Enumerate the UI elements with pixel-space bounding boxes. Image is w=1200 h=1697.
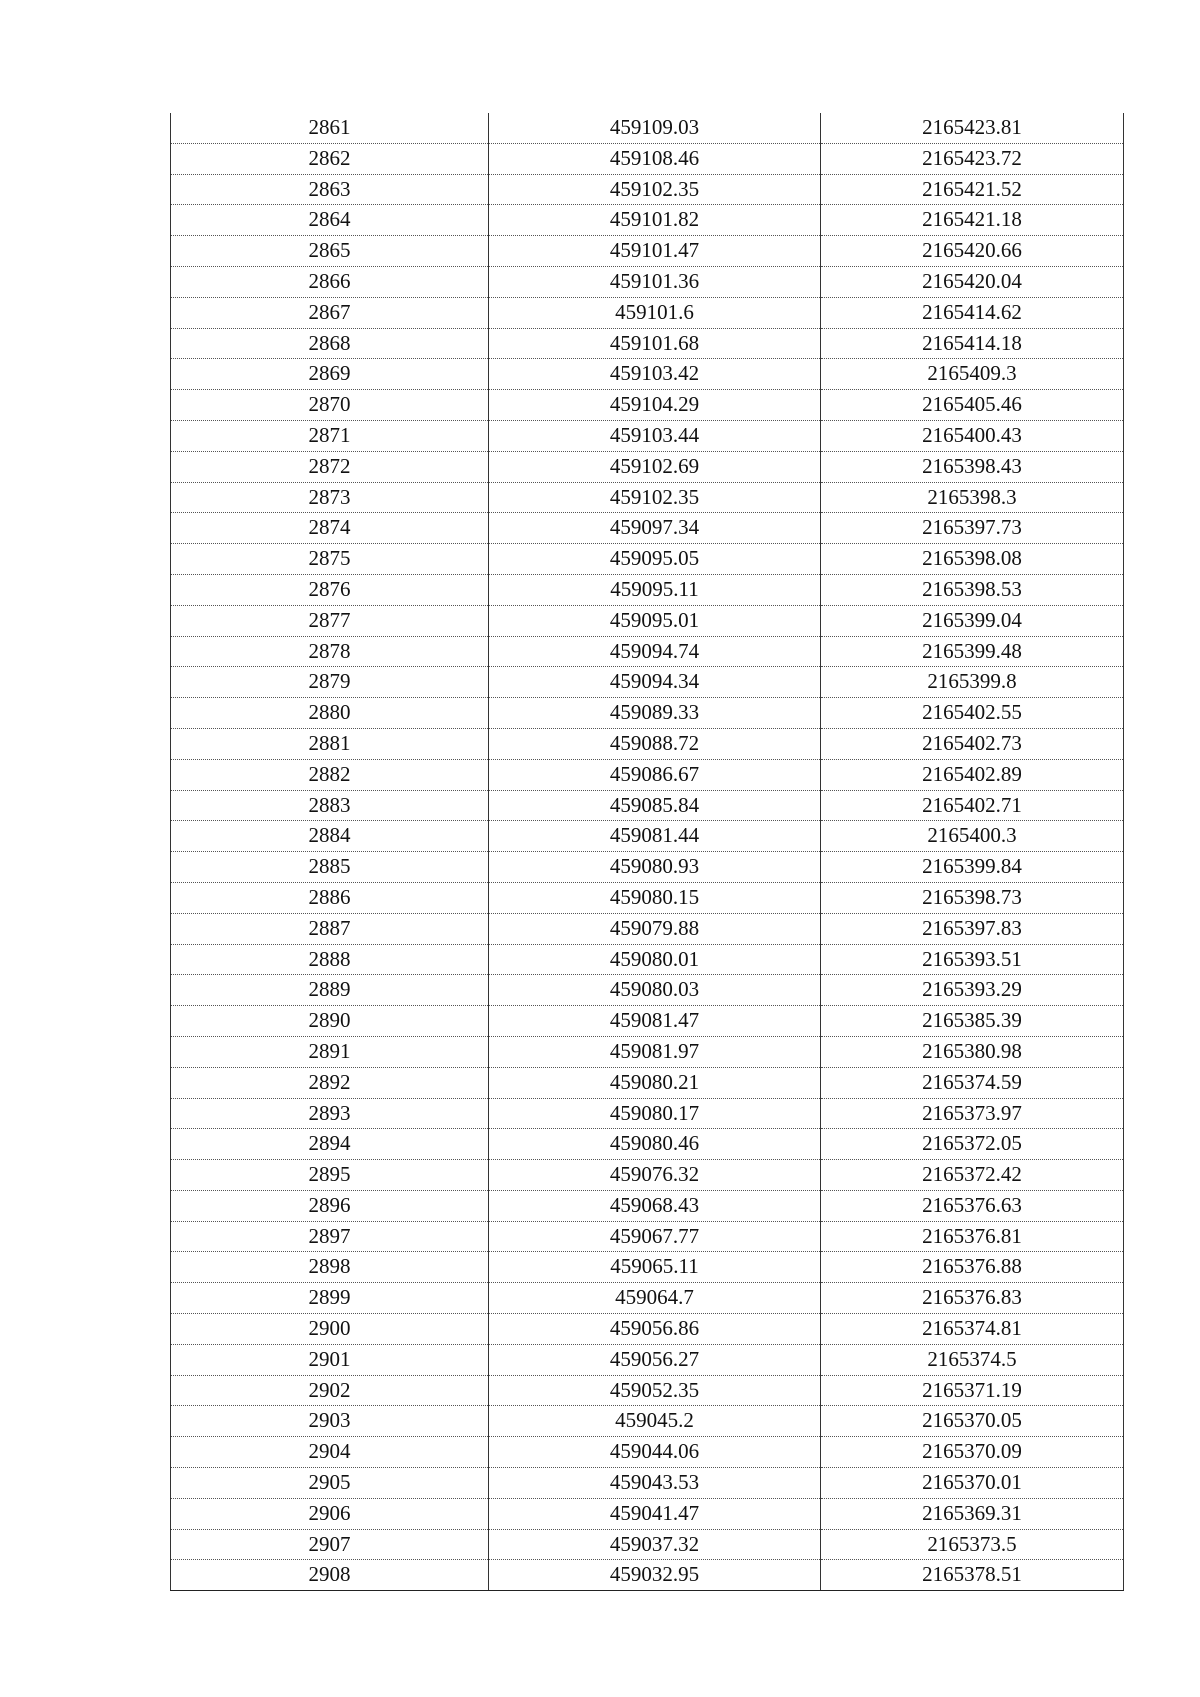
x-coordinate-cell: 459045.2	[489, 1406, 821, 1437]
point-number-cell: 2893	[171, 1098, 489, 1129]
x-coordinate-cell: 459103.44	[489, 420, 821, 451]
x-coordinate-cell: 459101.36	[489, 266, 821, 297]
y-coordinate-cell: 2165402.55	[821, 698, 1124, 729]
point-number-cell: 2863	[171, 174, 489, 205]
table-row	[171, 1437, 1124, 1468]
table-row	[171, 1036, 1124, 1067]
y-coordinate-cell: 2165373.97	[821, 1098, 1124, 1129]
point-number-cell: 2902	[171, 1375, 489, 1406]
x-coordinate-cell: 459056.27	[489, 1344, 821, 1375]
x-coordinate-cell: 459102.35	[489, 174, 821, 205]
y-coordinate-cell: 2165374.59	[821, 1067, 1124, 1098]
table-row	[171, 698, 1124, 729]
x-coordinate-cell: 459108.46	[489, 143, 821, 174]
table-row	[171, 882, 1124, 913]
point-number-cell: 2874	[171, 513, 489, 544]
x-coordinate-cell: 459043.53	[489, 1468, 821, 1499]
table-row	[171, 1252, 1124, 1283]
y-coordinate-cell: 2165393.51	[821, 944, 1124, 975]
point-number-cell: 2883	[171, 790, 489, 821]
point-number-cell: 2895	[171, 1160, 489, 1191]
x-coordinate-cell: 459101.82	[489, 205, 821, 236]
table-row	[171, 205, 1124, 236]
point-number-cell: 2861	[171, 113, 489, 143]
point-number-cell: 2891	[171, 1036, 489, 1067]
table-row	[171, 174, 1124, 205]
y-coordinate-cell: 2165376.81	[821, 1221, 1124, 1252]
point-number-cell: 2892	[171, 1067, 489, 1098]
y-coordinate-cell: 2165385.39	[821, 1006, 1124, 1037]
point-number-cell: 2866	[171, 266, 489, 297]
point-number-cell: 2875	[171, 544, 489, 575]
table-row	[171, 1529, 1124, 1560]
coordinate-table-body	[171, 113, 1124, 1591]
table-row	[171, 482, 1124, 513]
table-row	[171, 605, 1124, 636]
y-coordinate-cell: 2165423.72	[821, 143, 1124, 174]
x-coordinate-cell: 459080.93	[489, 852, 821, 883]
y-coordinate-cell: 2165374.5	[821, 1344, 1124, 1375]
table-row	[171, 266, 1124, 297]
x-coordinate-cell: 459076.32	[489, 1160, 821, 1191]
point-number-cell: 2908	[171, 1560, 489, 1591]
table-row	[171, 297, 1124, 328]
y-coordinate-cell: 2165414.18	[821, 328, 1124, 359]
point-number-cell: 2865	[171, 236, 489, 267]
x-coordinate-cell: 459079.88	[489, 913, 821, 944]
y-coordinate-cell: 2165374.81	[821, 1314, 1124, 1345]
table-row	[171, 544, 1124, 575]
x-coordinate-cell: 459088.72	[489, 728, 821, 759]
y-coordinate-cell: 2165372.05	[821, 1129, 1124, 1160]
point-number-cell: 2897	[171, 1221, 489, 1252]
y-coordinate-cell: 2165399.8	[821, 667, 1124, 698]
point-number-cell: 2887	[171, 913, 489, 944]
point-number-cell: 2896	[171, 1190, 489, 1221]
point-number-cell: 2900	[171, 1314, 489, 1345]
table-row	[171, 975, 1124, 1006]
table-row	[171, 1190, 1124, 1221]
table-row	[171, 451, 1124, 482]
y-coordinate-cell: 2165398.3	[821, 482, 1124, 513]
table-row	[171, 1129, 1124, 1160]
y-coordinate-cell: 2165405.46	[821, 390, 1124, 421]
point-number-cell: 2867	[171, 297, 489, 328]
point-number-cell: 2890	[171, 1006, 489, 1037]
x-coordinate-cell: 459041.47	[489, 1498, 821, 1529]
table-row	[171, 1098, 1124, 1129]
table-row	[171, 328, 1124, 359]
table-row	[171, 667, 1124, 698]
table-row	[171, 1468, 1124, 1499]
y-coordinate-cell: 2165393.29	[821, 975, 1124, 1006]
table-row	[171, 359, 1124, 390]
point-number-cell: 2907	[171, 1529, 489, 1560]
x-coordinate-cell: 459097.34	[489, 513, 821, 544]
table-row	[171, 574, 1124, 605]
point-number-cell: 2873	[171, 482, 489, 513]
x-coordinate-cell: 459065.11	[489, 1252, 821, 1283]
x-coordinate-cell: 459064.7	[489, 1283, 821, 1314]
y-coordinate-cell: 2165380.98	[821, 1036, 1124, 1067]
point-number-cell: 2884	[171, 821, 489, 852]
point-number-cell: 2903	[171, 1406, 489, 1437]
table-row	[171, 513, 1124, 544]
point-number-cell: 2872	[171, 451, 489, 482]
y-coordinate-cell: 2165402.89	[821, 759, 1124, 790]
x-coordinate-cell: 459080.17	[489, 1098, 821, 1129]
table-row	[171, 1283, 1124, 1314]
x-coordinate-cell: 459032.95	[489, 1560, 821, 1591]
y-coordinate-cell: 2165398.43	[821, 451, 1124, 482]
table-row	[171, 790, 1124, 821]
y-coordinate-cell: 2165370.09	[821, 1437, 1124, 1468]
x-coordinate-cell: 459101.6	[489, 297, 821, 328]
point-number-cell: 2869	[171, 359, 489, 390]
y-coordinate-cell: 2165369.31	[821, 1498, 1124, 1529]
table-row	[171, 1344, 1124, 1375]
table-row	[171, 236, 1124, 267]
point-number-cell: 2879	[171, 667, 489, 698]
y-coordinate-cell: 2165399.04	[821, 605, 1124, 636]
point-number-cell: 2899	[171, 1283, 489, 1314]
y-coordinate-cell: 2165400.43	[821, 420, 1124, 451]
x-coordinate-cell: 459068.43	[489, 1190, 821, 1221]
x-coordinate-cell: 459037.32	[489, 1529, 821, 1560]
table-row	[171, 1160, 1124, 1191]
point-number-cell: 2882	[171, 759, 489, 790]
x-coordinate-cell: 459095.01	[489, 605, 821, 636]
x-coordinate-cell: 459109.03	[489, 113, 821, 143]
y-coordinate-cell: 2165400.3	[821, 821, 1124, 852]
point-number-cell: 2905	[171, 1468, 489, 1499]
y-coordinate-cell: 2165420.66	[821, 236, 1124, 267]
y-coordinate-cell: 2165421.18	[821, 205, 1124, 236]
y-coordinate-cell: 2165376.83	[821, 1283, 1124, 1314]
table-row	[171, 1067, 1124, 1098]
table-row	[171, 1221, 1124, 1252]
y-coordinate-cell: 2165402.71	[821, 790, 1124, 821]
table-row	[171, 1406, 1124, 1437]
table-row	[171, 113, 1124, 143]
x-coordinate-cell: 459056.86	[489, 1314, 821, 1345]
x-coordinate-cell: 459081.44	[489, 821, 821, 852]
x-coordinate-cell: 459094.74	[489, 636, 821, 667]
point-number-cell: 2868	[171, 328, 489, 359]
x-coordinate-cell: 459080.03	[489, 975, 821, 1006]
point-number-cell: 2880	[171, 698, 489, 729]
point-number-cell: 2864	[171, 205, 489, 236]
y-coordinate-cell: 2165373.5	[821, 1529, 1124, 1560]
x-coordinate-cell: 459102.35	[489, 482, 821, 513]
y-coordinate-cell: 2165420.04	[821, 266, 1124, 297]
table-row	[171, 1314, 1124, 1345]
x-coordinate-cell: 459081.97	[489, 1036, 821, 1067]
x-coordinate-cell: 459102.69	[489, 451, 821, 482]
x-coordinate-cell: 459095.11	[489, 574, 821, 605]
table-row	[171, 1560, 1124, 1591]
y-coordinate-cell: 2165423.81	[821, 113, 1124, 143]
table-row	[171, 1375, 1124, 1406]
table-row	[171, 852, 1124, 883]
table-row	[171, 1006, 1124, 1037]
y-coordinate-cell: 2165399.84	[821, 852, 1124, 883]
point-number-cell: 2886	[171, 882, 489, 913]
x-coordinate-cell: 459044.06	[489, 1437, 821, 1468]
y-coordinate-cell: 2165370.01	[821, 1468, 1124, 1499]
y-coordinate-cell: 2165371.19	[821, 1375, 1124, 1406]
y-coordinate-cell: 2165414.62	[821, 297, 1124, 328]
table-row	[171, 728, 1124, 759]
point-number-cell: 2878	[171, 636, 489, 667]
x-coordinate-cell: 459104.29	[489, 390, 821, 421]
x-coordinate-cell: 459101.47	[489, 236, 821, 267]
point-number-cell: 2894	[171, 1129, 489, 1160]
x-coordinate-cell: 459094.34	[489, 667, 821, 698]
point-number-cell: 2906	[171, 1498, 489, 1529]
x-coordinate-cell: 459103.42	[489, 359, 821, 390]
x-coordinate-cell: 459085.84	[489, 790, 821, 821]
coordinate-table	[170, 113, 1124, 1591]
point-number-cell: 2888	[171, 944, 489, 975]
x-coordinate-cell: 459086.67	[489, 759, 821, 790]
x-coordinate-cell: 459080.15	[489, 882, 821, 913]
table-row	[171, 913, 1124, 944]
x-coordinate-cell: 459101.68	[489, 328, 821, 359]
x-coordinate-cell: 459081.47	[489, 1006, 821, 1037]
y-coordinate-cell: 2165402.73	[821, 728, 1124, 759]
x-coordinate-cell: 459095.05	[489, 544, 821, 575]
x-coordinate-cell: 459067.77	[489, 1221, 821, 1252]
y-coordinate-cell: 2165398.08	[821, 544, 1124, 575]
point-number-cell: 2885	[171, 852, 489, 883]
point-number-cell: 2881	[171, 728, 489, 759]
table-row	[171, 636, 1124, 667]
x-coordinate-cell: 459080.21	[489, 1067, 821, 1098]
table-row	[171, 143, 1124, 174]
point-number-cell: 2870	[171, 390, 489, 421]
point-number-cell: 2876	[171, 574, 489, 605]
point-number-cell: 2862	[171, 143, 489, 174]
table-row	[171, 390, 1124, 421]
y-coordinate-cell: 2165376.88	[821, 1252, 1124, 1283]
point-number-cell: 2889	[171, 975, 489, 1006]
y-coordinate-cell: 2165398.53	[821, 574, 1124, 605]
y-coordinate-cell: 2165370.05	[821, 1406, 1124, 1437]
table-row	[171, 821, 1124, 852]
x-coordinate-cell: 459080.01	[489, 944, 821, 975]
y-coordinate-cell: 2165409.3	[821, 359, 1124, 390]
point-number-cell: 2871	[171, 420, 489, 451]
point-number-cell: 2898	[171, 1252, 489, 1283]
table-row	[171, 944, 1124, 975]
x-coordinate-cell: 459089.33	[489, 698, 821, 729]
point-number-cell: 2904	[171, 1437, 489, 1468]
y-coordinate-cell: 2165398.73	[821, 882, 1124, 913]
y-coordinate-cell: 2165399.48	[821, 636, 1124, 667]
point-number-cell: 2901	[171, 1344, 489, 1375]
y-coordinate-cell: 2165376.63	[821, 1190, 1124, 1221]
y-coordinate-cell: 2165378.51	[821, 1560, 1124, 1591]
point-number-cell: 2877	[171, 605, 489, 636]
y-coordinate-cell: 2165421.52	[821, 174, 1124, 205]
table-row	[171, 420, 1124, 451]
x-coordinate-cell: 459052.35	[489, 1375, 821, 1406]
table-row	[171, 759, 1124, 790]
y-coordinate-cell: 2165397.73	[821, 513, 1124, 544]
x-coordinate-cell: 459080.46	[489, 1129, 821, 1160]
y-coordinate-cell: 2165372.42	[821, 1160, 1124, 1191]
y-coordinate-cell: 2165397.83	[821, 913, 1124, 944]
table-row	[171, 1498, 1124, 1529]
